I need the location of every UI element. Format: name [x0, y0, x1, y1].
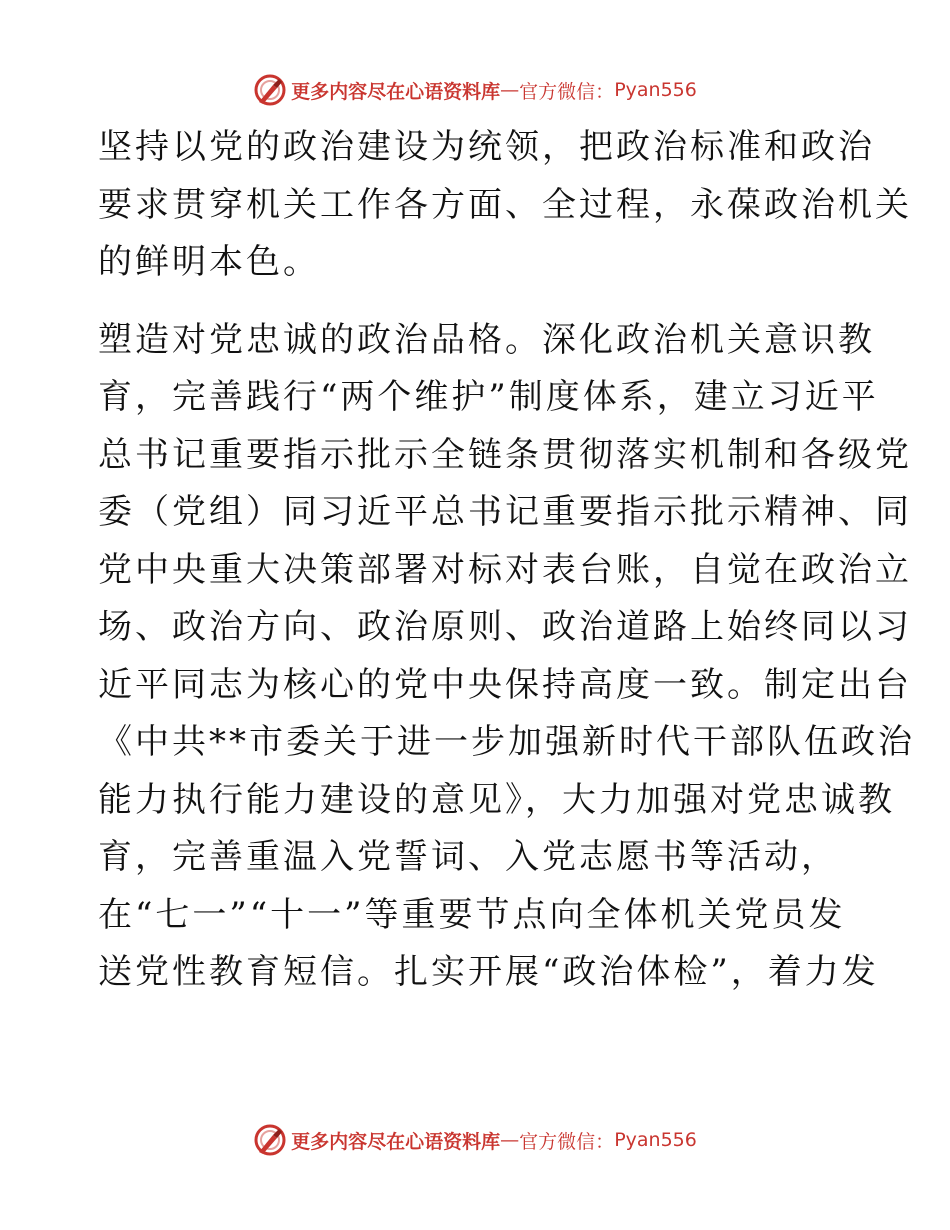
banner-separator: — [500, 1129, 520, 1151]
text-line: 送党性教育短信。扎实开展“政治体检”，着力发 [98, 952, 879, 992]
pen-logo-icon [253, 73, 287, 107]
text-line: 的鲜明本色。 [98, 242, 320, 282]
banner-wechat-handle: Pyan556 [614, 1129, 697, 1151]
banner-site-text: 更多内容尽在心语资料库 [291, 1130, 501, 1153]
text-line: 在“七一”“十一”等重要节点向全体机关党员发 [98, 894, 846, 935]
pen-logo-icon [253, 1123, 287, 1157]
paragraph-1 [98, 119, 912, 292]
text-line: 场、政治方向、政治原则、政治道路上始终同以习 [98, 607, 912, 647]
text-line: 育，完善践行“两个维护”制度体系，建立习近平 [98, 377, 879, 417]
banner-site-text: 更多内容尽在心语资料库 [291, 80, 501, 103]
text-line: 要求贯穿机关工作各方面、全过程，永葆政治机关 [98, 184, 912, 225]
document-body [98, 119, 915, 1002]
text-line: 委（党组）同习近平总书记重要指示批示精神、同 [98, 492, 912, 532]
banner-separator: — [500, 79, 520, 101]
text-line: 《中共**市委关于进一步加强新时代干部队伍政治 [98, 722, 915, 762]
text-line: 党中央重大决策部署对标对表台账，自觉在政治立 [98, 549, 912, 590]
text-line: 近平同志为核心的党中央保持高度一致。制定出台 [98, 664, 912, 705]
header-banner [0, 70, 950, 110]
banner-wechat-label: 官方微信： [519, 1130, 615, 1153]
text-line: 育，完善重温入党誓词、入党志愿书等活动， [98, 837, 838, 877]
text-line: 能力执行能力建设的意见》，大力加强对党忠诚教 [98, 779, 895, 820]
banner-wechat-label: 官方微信： [519, 80, 615, 103]
banner-wechat-handle: Pyan556 [614, 79, 697, 101]
footer-banner [0, 1120, 950, 1160]
paragraph-2 [98, 312, 915, 1002]
text-line: 坚持以党的政治建设为统领，把政治标准和政治 [98, 127, 875, 167]
text-line: 塑造对党忠诚的政治品格。深化政治机关意识教 [98, 319, 875, 360]
text-line: 总书记重要指示批示全链条贯彻落实机制和各级党 [98, 434, 912, 475]
